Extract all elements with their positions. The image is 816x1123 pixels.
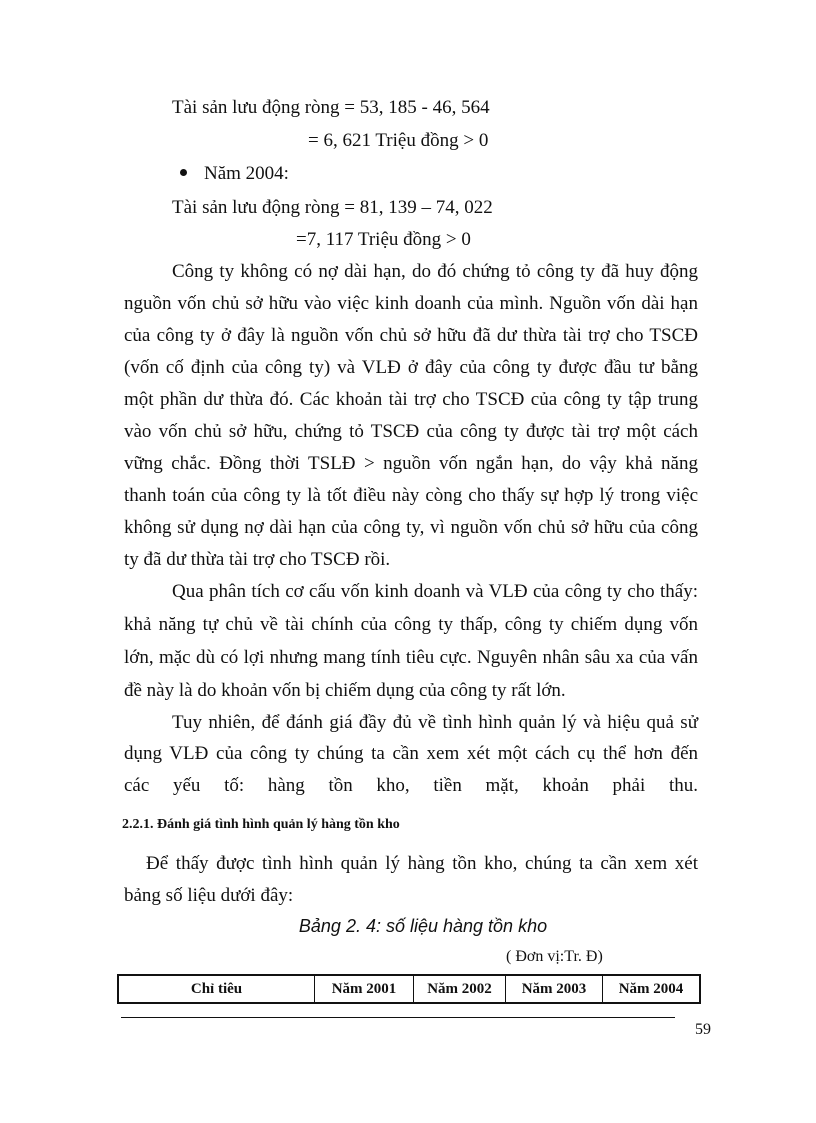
table-header-row <box>118 975 700 1003</box>
paragraph3-line: Tuy nhiên, để đánh giá đầy đủ về tình hình quản lý và hiệu quả sử <box>172 712 698 733</box>
paragraph1-line: không sử dụng nợ dài hạn của công ty, vì nguồn vốn chủ sở hữu của công <box>124 517 698 538</box>
paragraph2-line: khả năng tự chủ về tài chính của công ty thấp, công ty chiếm dụng vốn <box>124 614 698 635</box>
footer-divider <box>121 1017 675 1018</box>
formula-2004-result: =7, 117 Triệu đồng > 0 <box>296 229 471 250</box>
header-cell: Năm 2002 <box>414 975 506 1003</box>
table-caption: Bảng 2. 4: số liệu hàng tồn kho <box>298 916 548 936</box>
paragraph1-line: (vốn cố định của công ty) và VLĐ ở đây của công ty được đầu tư bằng <box>124 357 698 378</box>
paragraph1-line: thanh toán của công ty là tốt điều này còng cho thấy sự hợp lý trong việc <box>124 485 698 506</box>
paragraph1-line: vào vốn chủ sở hữu, chứng tỏ TSCĐ của công ty được tài trợ một cách <box>124 421 698 442</box>
paragraph1-line: Công ty không có nợ dài hạn, do đó chứng tỏ công ty đã huy động <box>172 261 698 282</box>
table-unit: ( Đơn vị:Tr. Đ) <box>506 948 603 965</box>
paragraph1-line: một phần dư thừa đó. Các khoản tài trợ cho TSCĐ của công ty tập trung <box>124 389 698 410</box>
paragraph1-line: vững chắc. Đồng thời TSLĐ > nguồn vốn ngắn hạn, do vậy khả năng <box>124 453 698 474</box>
paragraph3-line: dụng VLĐ của công ty chúng ta cần xem xét một cách cụ thể hơn đến <box>124 743 698 764</box>
paragraph4-line: Để thấy được tình hình quản lý hàng tồn kho, chúng ta cần xem xét <box>146 853 698 874</box>
inventory-table <box>117 974 701 1004</box>
formula-2003-line1: Tài sản lưu động ròng = 53, 185 - 46, 564 <box>172 97 490 118</box>
paragraph3-line: các yếu tố: hàng tồn kho, tiền mặt, khoản phải thu. <box>124 775 698 796</box>
header-cell: Năm 2001 <box>315 975 414 1003</box>
header-cell: Chỉ tiêu <box>118 975 315 1003</box>
paragraph1-line: của công ty ở đây là nguồn vốn chủ sở hữu đã dư thừa tài trợ cho TSCĐ <box>124 325 698 346</box>
paragraph2-line: Qua phân tích cơ cấu vốn kinh doanh và VLĐ của công ty cho thấy: <box>172 581 698 602</box>
formula-2003-result: = 6, 621 Triệu đồng > 0 <box>308 130 489 151</box>
paragraph1-line: nguồn vốn chủ sở hữu vào việc kinh doanh của mình. Nguồn vốn dài hạn <box>124 293 698 314</box>
header-cell: Năm 2004 <box>603 975 701 1003</box>
paragraph1-line: ty đã dư thừa tài trợ cho TSCĐ rồi. <box>124 549 391 570</box>
page-number: 59 <box>695 1021 711 1038</box>
paragraph4-line: bảng số liệu dưới đây: <box>124 885 294 906</box>
header-cell: Năm 2003 <box>506 975 603 1003</box>
bullet-year-2004: Năm 2004: <box>204 163 289 184</box>
paragraph2-line: đề này là do khoản vốn bị chiếm dụng của công ty rất lớn. <box>124 680 566 701</box>
bullet-icon <box>180 169 187 176</box>
formula-2004-line1: Tài sản lưu động ròng = 81, 139 – 74, 022 <box>172 197 493 218</box>
section-heading: 2.2.1. Đánh giá tình hình quản lý hàng tồn kho <box>122 817 400 832</box>
paragraph2-line: lớn, mặc dù có lợi nhưng mang tính tiêu cực. Nguyên nhân sâu xa của vấn <box>124 647 698 668</box>
